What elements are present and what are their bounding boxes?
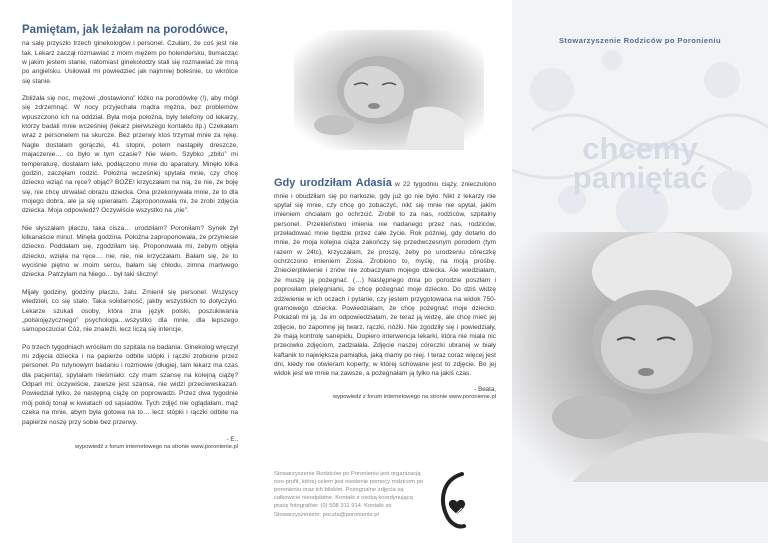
association-info-text: Stowarzyszenie Rodziców po Poronieniu jest organizacją non-profit, której celem jest niesienie pomocy rodzicom po poronieniu oraz ich bliskim. Pożegnalne zdjęcia są całkowicie nieodpłatne. Kontakt z osobą koordynującą pracę fotografów: (0) 508 311 914. Kontakt ze Stowarzyszeniem: poczta@poronienie.pl bbox=[274, 471, 424, 518]
story2-text bbox=[274, 176, 496, 400]
story1-title: Pamiętam, jak leżałam na porodówce, bbox=[22, 24, 228, 36]
story1-source: wypowiedź z forum internetowego na stronie www.poronienie.pl bbox=[74, 444, 238, 451]
story2-signature: - Beata, bbox=[474, 385, 496, 393]
middle-panel bbox=[256, 0, 512, 543]
story2-body: Nikt z lekarzy nie spytał się mnie, czy chcę go zobaczyć, nikt się mnie nie spytał, jakim imieniem chciałam go ochrzcić. Zrobił to za nas, rodziców, szpitalny personel. Przekleństwo imienia nie nadanego przez nas, rodziców, przeładować mnie będzie przez całe życie. Rok później, gdy dotarło do mnie, że moja kolejna ciąża zakończy się przedwczesnym porodem (tym razem w 24tc), krzyczałam, że proszę, żeby po urodzeniu córeczkę ochrzczono imieniem Zosia. Zrobiono to, myślę, na moją prośbę. Zniecierpliwienie i znów nie zobaczyłam mojego dziecka. Ale wiedziałam, że muszę ją pożegnać. (…) Następnego dnia po porodzie poszłam i poprosiłam pielęgniarki, że chcę pożegnać moje dziecko. Do dziś widzę zdziwienie w ich oczach i pytanie, czy jestem przygotowana na widok 750-gramowego dziecka. Powiedziałam, że chcę pożegnać moje dziecko. Pokazali mi ją. Ja im odpowiedziałam, że teraz ją widzę, ale chcę mieć jej zdjęcie, bo zapomnę jej twarz, rączki, nóżki. Nie zgodziły się i powiedziały, że mają kontrolę sanepidu. Dopiero interwencja lekarki, która nie miała nic przeciwko zdjęciom, zadziałała. Zdjęcie naszej córeczki ubranej w biały kaftanik to największa pamiątka, jaką mamy po niej. I teraz coraz więcej jest dni, kiedy nie otwieram koperty, w której schowane jest to zdjęcie. Bo jej widok jest we mnie na zawsze, a pożegnałam ją tylko na jakiś czas. bbox=[274, 192, 496, 378]
tagline-line2: pamiętać bbox=[572, 160, 708, 196]
organization-name: Stowarzyszenie Rodziców po Poronieniu bbox=[558, 36, 722, 45]
story2-title: Gdy urodziłam Adasia bbox=[274, 177, 392, 189]
story2-intro: w 22 tygodniu ciąży, znieczulono mnie i obudziłam się po narkozie, gdy już go nie było. bbox=[274, 181, 496, 200]
story1-signature: - E., bbox=[226, 435, 238, 443]
story1-paragraph: Po trzech tygodniach wróciłam do szpitala na badania. Ginekolog wręczył mi zdjęcia dziecka i na papierze odbite stópki i rączki zrobione przez personel. Po rutynowym badaniu i rozmowie (długiej, tam lekarz ma czas dla pacjenta), spytałam nieśmiało: czy mam szansę na kolejną ciążę? Odparł mi: oczywiście, zawsze jest szansa, nie widzi przeciwwskazań. Powiedział tylko, że następną ciążę on poprowadzi. Przez dwa tygodnie mój pokój tonął w kwiatach od sąsiadów. Tych zdjęć nie oglądałam, mąż czeka na mnie, abym była gotowa na to… lecz stópki i rączki odbite na papierze noszę przy sobie bez przerwy. bbox=[22, 343, 238, 426]
right-panel bbox=[512, 0, 768, 543]
story1-paragraph: Nie słyszałam płaczu, taka cisza… urodziłam? Poroniłam? Synek żył kilkanaście minut. Minęła godzina. Położna zaproponowała, że przyniesie dziecko. Poddałam się, zgodziłam się. Proponowała mi, żebym objęła dziecko, wzięła na ręce… nie, nie, nie krzyczałam. Bałam się, że to wyciśnie piętno w moim sercu, bałam się chłodu, zimna martwego dziecka. Patrzyłam na Niego… był taki śliczny! bbox=[22, 224, 238, 279]
association-info bbox=[274, 470, 424, 519]
left-panel bbox=[0, 0, 256, 543]
story1-paragraph: na salę przyszło trzech ginekologów i personel. Czułam, że coś jest nie tak. Lekarz zaczął rozmawiać z moim mężem po holendersku, tłumacząc w jakim jestem stanie, natomiast ginekolodzy stali się rozmawiać ze mną po angielsku. Usiłowali mi powiedzieć jak najmniej boleśnie, co wkrótce się stanie. bbox=[22, 40, 238, 85]
story1-paragraph: Zbliżała się noc, mężowi „dostawiono” łóżko na porodówkę (!), aby mógł się zdrzemnąć. W nocy przyjechała mądra mężna, bez problemów wpuszczono ich na oddział. Była moja położna, były telefony od lekarzy, którzy badali mnie wcześniej (lekarz pierwszego kontaktu itp.) Czekałam wraz z personelem na skurcze. Bez przerwy ktoś trzymał mnie za rękę. Nagle dostałam gorączki, 41 stopni, potem nastąpiły dreszcze, majaczenie… co było w tym czasie? Nie wiem. Szybko „zbito” mi temperaturę, dostałam leki, podłączono mnie do aparatury. Minęło kilka godzin, zaczęłam rodzić. Położna wcześniej spytała mnie, czy chcę dziecko wziąć na ręce? objąć? BOŻE! krzyczałam na nią, że nie, że boję się, nie chcę utrwalać obrazu dziecka. Ona przekonywała mnie, że to dla mojego dobra, ale ja się upierałam. Zaproponowała mi, że zrobi zdjęcia dziecka. Moja odpowiedź? Oczywiście wszystko na „nie”. bbox=[22, 95, 238, 215]
newborn-photo bbox=[512, 232, 768, 482]
tagline-line1: chcemy bbox=[582, 131, 698, 166]
tagline bbox=[512, 131, 768, 196]
story2-source: wypowiedź z forum internetowego na stronie www.poronienie.pl bbox=[332, 394, 496, 401]
sleeping-baby-photo bbox=[294, 30, 484, 150]
story1-paragraph: Mijały godziny, godziny płaczu, żalu. Zmienił się personel. Wszyscy wiedzieli, co się stało. Taka solidarność, jakby wszystkich to dotyczyło. Lekarze szukali osoby, która zna język polski, poszukiwania „polskojęzycznego” psychologa…wszystko dla mnie, dla lepszego samopoczucia! Cóż, nie znaleźli, lecz liczą się intencje. bbox=[22, 288, 238, 334]
association-logo bbox=[432, 470, 482, 530]
